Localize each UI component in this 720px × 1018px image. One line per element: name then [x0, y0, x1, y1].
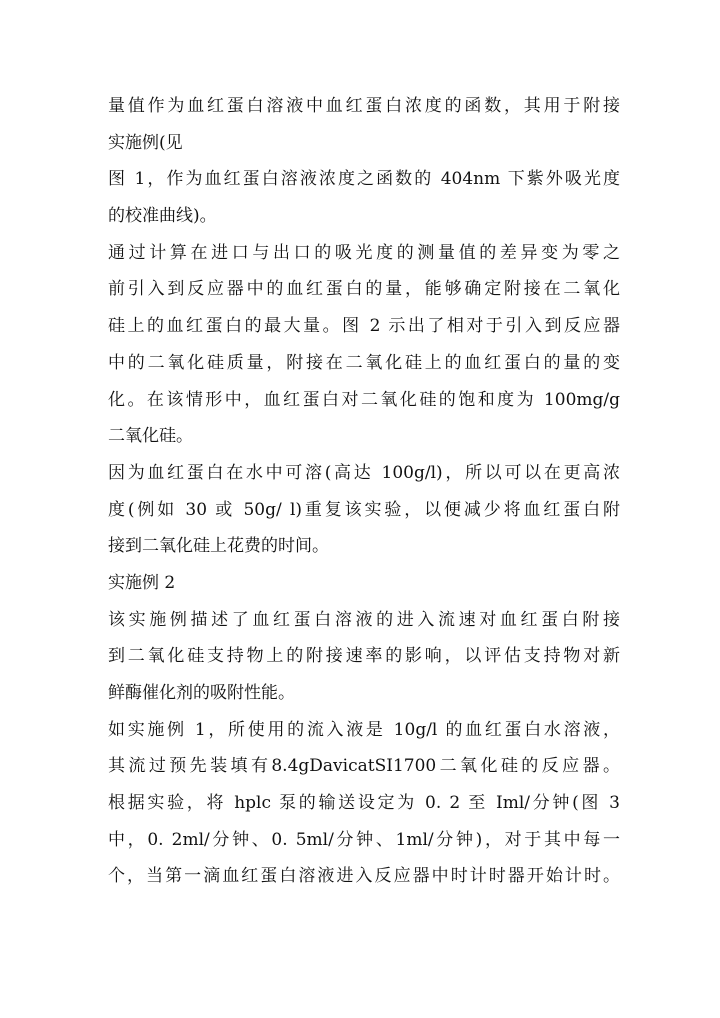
- text-line: 该实施例描述了血红蛋白溶液的进入流速对血红蛋白附接: [108, 609, 620, 630]
- text-line: 其流过预先装填有8.4gDavicatSI1700二氧化硅的反应器。: [108, 756, 620, 777]
- text-line: 化。在该情形中，血红蛋白对二氧化硅的饱和度为 100mg/g: [108, 389, 620, 410]
- text-line: 接到二氧化硅上花费的时间。: [108, 536, 329, 557]
- text-line: 根据实验，将 hplc 泵的输送设定为 0. 2 至 Iml/分钟(图 3: [108, 793, 620, 814]
- text-line: 到二氧化硅支持物上的附接速率的影响，以评估支持物对新: [108, 646, 620, 667]
- text-line: 鲜酶催化剂的吸附性能。: [108, 683, 295, 703]
- text-line: 因为血红蛋白在水中可溶(高达 100g/l)，所以可以在更高浓: [108, 462, 620, 483]
- text-line: 量值作为血红蛋白溶液中血红蛋白浓度的函数，其用于附接: [108, 96, 620, 116]
- body-text: [108, 88, 620, 895]
- text-line: 通过计算在进口与出口的吸光度的测量值的差异变为零之: [108, 242, 620, 263]
- text-line: 如实施例 1，所使用的流入液是 10g/l 的血红蛋白水溶液，: [108, 719, 620, 740]
- text-line: 个，当第一滴血红蛋白溶液进入反应器中时计时器开始计时。: [108, 866, 620, 887]
- text-line: 中的二氧化硅质量，附接在二氧化硅上的血红蛋白的量的变: [108, 352, 620, 373]
- text-line: 实施例 2: [108, 572, 176, 593]
- text-line: 度(例如 30 或 50g/ l)重复该实验，以便减少将血红蛋白附: [108, 499, 620, 520]
- text-line: 二氧化硅。: [108, 426, 193, 447]
- text-line: 硅上的血红蛋白的最大量。图 2 示出了相对于引入到反应器: [108, 316, 620, 337]
- text-line: 实施例(见: [108, 132, 183, 153]
- text-line: 图 1，作为血红蛋白溶液浓度之函数的 404nm 下紫外吸光度: [108, 169, 620, 190]
- text-line: 前引入到反应器中的血红蛋白的量，能够确定附接在二氧化: [108, 279, 620, 300]
- text-line: 的校准曲线)。: [108, 206, 217, 227]
- text-line: 中，0. 2ml/分钟、0. 5ml/分钟、1ml/分钟)，对于其中每一: [108, 829, 620, 850]
